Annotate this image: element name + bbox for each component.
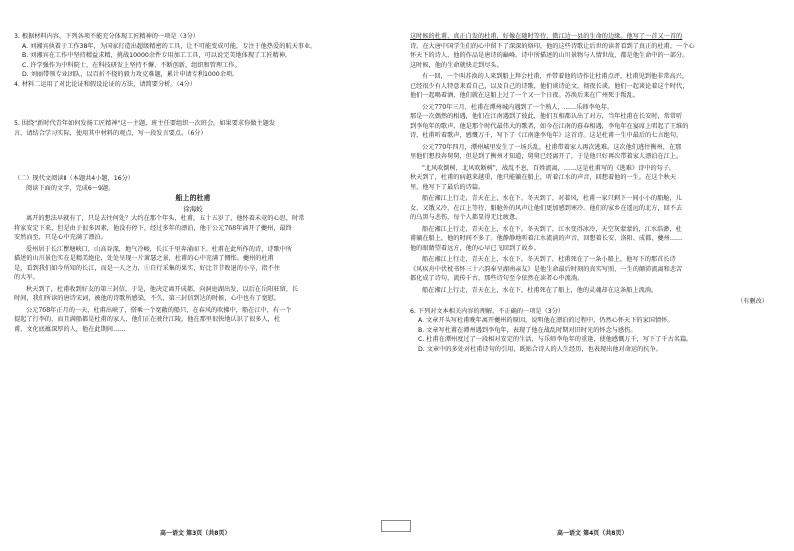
- article-line: 的乌黑与悲伤，每个人都显得无比疲惫。: [410, 214, 522, 221]
- article-line: 《风疾舟中伏枕书怀三十六韵奉呈湖南亲友》是他生命最后时刻的真实写照，一生的颠沛流离和悲苦: [410, 265, 683, 273]
- question-5: 言，请结合学习实际，使用其中材料的观点，写一段发言要点。（6分）: [14, 129, 207, 137]
- article-line: 公元770年三月，杜甫在潭州城内遇到了一个熟人，……乐师李龟年。: [422, 103, 614, 111]
- question-6-option: D. 文章中的多处对杜甫诗句的引用，既贴合诗人的人生经历，也表现出他对命运的抗争。: [418, 345, 662, 353]
- source-note: （有删改）: [737, 298, 768, 305]
- question-6: 6. 下列对文本相关内容的理解，不正确的一项是（3分）: [410, 307, 565, 315]
- article-line: 这时候的杜甫，真正白发的杜甫，好像在随时等待，微江边一县的生命的边缘。他写了一首又一首的: [410, 33, 683, 40]
- article-line: 里他们想投奔舅舅，但是到了衡州才知道，舅舅已经离开了，于是他只好再次带着家人漂泊在江上。: [410, 153, 683, 160]
- right-page: [397, 0, 794, 551]
- spacer: [14, 89, 372, 119]
- article-line: 时间，我们所读的唐诗宋词，被他的诗歌所感染，不久，第三封信到达的时候，心中也有了宽慰。: [14, 295, 281, 302]
- article-line: 爱州居于长江瞿塘峡口，山高谷深，地气冷峻，长江千里奔涌而下。杜甫在此所作的诗，诗歌中所: [26, 245, 293, 253]
- article-line: 诗，在大唐中国学生们的心中留下了深深的烙印，他的这些诗歌让后世的读者看到了真正的杜甫，一个心: [410, 42, 695, 50]
- article-line: 是，看到我们如今所知的长江，而是一人之力，①自行采集的果实，好比节节败退的小卒，指不住: [14, 264, 281, 272]
- article-author: 徐海蛟: [183, 205, 203, 213]
- page-divider-box: [381, 520, 411, 532]
- article-line: 的大军。: [14, 274, 39, 281]
- article-line: 秋天到了，杜甫的病越来越重，他只能躺在船上，听着江水的声音，回想着他的一生。在这个秋天: [410, 174, 677, 181]
- question-3-option: B. 刘湘宾在工作中坚持精益求精，挑战10000余件专用加工工具，可以说完美地体现了工匠精神。: [22, 52, 292, 59]
- article-line: 提起了行李的，而且满船都是杜甫的家人，他们正在驶往江陵，他在那里很快地认识了很多人，杜: [14, 316, 281, 323]
- article-line: 有一回，一个叫苏涣的人来到船上拜会杜甫，并带着他的诗作让杜甫点评，杜甫见到他非常高兴，: [422, 73, 689, 80]
- question-4: 4. 材料二运用了对比论证和假设论证的方法，请简要分析。（4分）: [14, 80, 196, 88]
- article-line: 船在湘江上行走，青天在上，水在下，杜甫死在了船上，他的灵魂却在这条船上流淌。: [422, 286, 658, 294]
- article-line: 甫躺在船上，他的时间不多了。他静静地听着江水流淌的声音，回想着长安、洛阳、成都、夔州……: [410, 235, 683, 242]
- article-line: 到李龟年的歌声，他是那个时代最伟大的歌者，如今在江南的暮春相遇，李龟年在宴席上唱起了王维的: [410, 122, 689, 130]
- article-line: 将家安定下来，但是由于很多因素，他没有停下，经过多年的漂泊，他于公元768年离开了夔州，最终: [14, 224, 292, 232]
- right-column: [410, 32, 776, 354]
- article-line: 安然而至，只是心中充满了漂泊。: [14, 234, 107, 241]
- question-5: 5. 围绕"新时代青年如何发扬工匠精神"这一主题，班主任要组织一次班会。如果要求你做主题发: [14, 120, 276, 127]
- spacer: [14, 138, 372, 174]
- question-6-option: A. 文章开头写杜甫晚年离开夔州的原因，说明他在漂泊的过程中，仍然心怀天下的家国情怀。: [418, 317, 674, 324]
- article-line: 他们一起喝着酒，他们就在这船上过了一个又一个日夜。苏涣后来在广州死于叛乱。: [410, 92, 639, 99]
- question-3-option: A. 刘湘宾执着于工作38年，为国家打造出超级精密的工具，让不可能变成可能，专注于他热爱的航天事业。: [22, 42, 317, 50]
- article-title: 船上的杜甫: [175, 194, 211, 202]
- article-line: 公元770年四月，潭州城里发生了一场兵乱，杜甫带着家人再次逃难。这次他们逃往衡州，在那: [422, 143, 682, 151]
- left-page-footer: 高一语文 第3页（共8页）: [160, 530, 231, 537]
- section-header: （二）现代文阅读Ⅱ（本题共4小题，16分）: [14, 175, 135, 182]
- article-line: 甫，文化底蕴深厚的人，他在此期间……: [14, 325, 126, 333]
- article-line: 诗，杜甫听着歌声，感慨万千，写下了《江南逢李龟年》这首诗。这是杜甫一生中最后的七言绝句。: [410, 132, 683, 139]
- left-column: [14, 32, 372, 336]
- article-line: 怀天下的诗人，他的作品是唐诗的巅峰。诗中所描述的山川景物与人情世故，都是他生命中的一部分。: [410, 52, 689, 59]
- article-line: 离开的想法早就有了，只是去往何处？大约在那个年头，杜甫，五十五岁了，他怀着未竟的心思，时常: [26, 215, 305, 222]
- question-3-option: C. 许学强作为中科院士，在科技研发上坚持不懈、不断创新，组织和管理工作。: [22, 61, 241, 69]
- question-3-option: D. 刘丽带领专业团队，以百折不挠的毅力攻克难题，累计申请专利1000余项。: [22, 71, 239, 78]
- article-line: 公元768年正月的一天，杜甫出峡了，搭乘一个宽敞的船只，在春风的吹拂中，船在江中，有一个: [26, 306, 292, 314]
- section-instructions: 阅读下面的文字，完成6～9题。: [26, 184, 115, 192]
- article-line: 船在湘江上行走，青天在上，水在下，冬天到了，对着风，杜甫一家只剩下一间小小的船舱，儿: [422, 195, 682, 202]
- article-line: 船在湘江上行走，青天在上，水在下。冬天到了，杜甫死在了一条小船上，他写下的那首长诗: [422, 256, 676, 263]
- article-line: 描述的山川景色实在是精美绝伦，处处呈现一片萧瑟之景，杜甫的心中充满了惆怅。夔州的杜甫: [14, 255, 274, 262]
- article-line: 都化成了诗句，流传千古，那些诗句至今依然在读者心中流淌。: [410, 275, 584, 282]
- article-line: 女，又饿又冷，在江上等待，船舱外的风声让他们更加感到寒冷。他们的家乡在遥远的北方，回不去: [410, 204, 683, 212]
- article-line: 船在湘江上行走，青天在上，水在下。冬天到了，江水变得冰冷，天空灰蒙蒙的，江水浩渺，杜: [422, 225, 682, 233]
- article-line: 里，他写下了最后的诗篇。: [410, 183, 485, 191]
- article-line: 那是一次偶然的相遇，他们在江南遇到了彼此，他们互相都认出了对方，当年杜甫在长安时，常常听: [410, 113, 683, 120]
- article-line: "北风吹倒树，北风吹断树"，战乱不息，百姓流离，……这是杜甫写的《逃难》诗中的句子。: [422, 164, 676, 172]
- question-6-option: C. 杜甫在潭州度过了一段相对安定的生活，与乐师李龟年的重逢，使他感慨万千，写下了千古名篇。: [418, 336, 693, 343]
- article-line: 秋天到了，杜甫收到好友的第三封信，于是，他决定离开成都，向洞庭湖出发，以后在岳阳驻留，长: [26, 285, 299, 293]
- article-line: 已经很少有人特意来看自己，以及自己的诗歌，他们谈诗论文，彻夜长谈。他们一起谈论着这个时代，: [410, 82, 689, 90]
- article-line: 这时候，他的生命就快走到尽头。: [410, 61, 503, 69]
- spacer: [14, 334, 372, 336]
- right-page-footer: 高一语文 第4页（共8页）: [557, 530, 628, 537]
- question-6-option: B. 文章写杜甫在潭州遇到李龟年，表现了他在战乱时期对旧时光的怀念与感伤。: [418, 326, 637, 334]
- question-3: 3. 根据材料内容，下列各项不能充分体现工匠精神的一项是（3分）: [14, 33, 200, 40]
- article-line: 他的眼睛望着远方，他的心早已飞回到了故乡。: [410, 244, 540, 252]
